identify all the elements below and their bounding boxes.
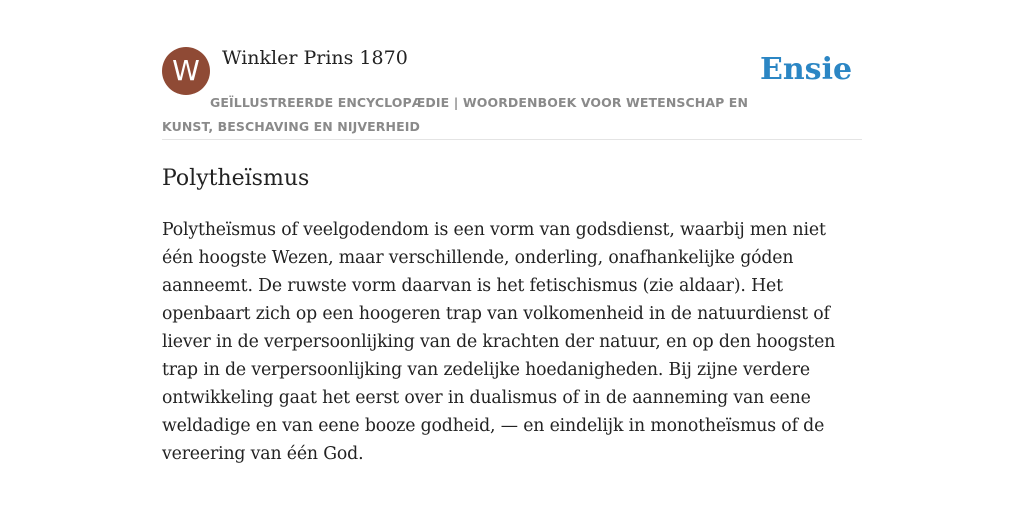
source-title[interactable]: Winkler Prins 1870 [222, 47, 408, 69]
ensie-logo[interactable]: Ensie [760, 52, 853, 87]
source-subtitle: GEÏLLUSTREERDE ENCYCLOPÆDIE | WOORDENBOEK VOOR WETENSCHAP EN KUNST, BESCHAVING EN NIJVERHEID [162, 95, 749, 134]
header-divider [162, 139, 862, 140]
entry-title: Polytheïsmus [162, 166, 310, 191]
source-avatar: W [162, 47, 210, 95]
entry-body: Polytheïsmus of veelgodendom is een vorm van godsdienst, waarbij men niet één hoogste Wezen, maar verschillende, onderling, onafhankelijke góden aanneemt. De ruwste vorm daarvan is het fetischismus (zie aldaar). Het openbaart zich op een hoogeren trap van volkomenheid in de natuurdienst of liever in de verpersoonlijking van de krachten der natuur, en op den hoogsten trap in de verpersoonlijking van zedelijke hoedanigheden. Bij zijne verdere ontwikkeling gaat het eerst over in dualismus of in de aanneming van eene weldadige en van eene booze godheid, — en eindelijk in monotheïsmus of de vereering van één God. [162, 220, 836, 464]
